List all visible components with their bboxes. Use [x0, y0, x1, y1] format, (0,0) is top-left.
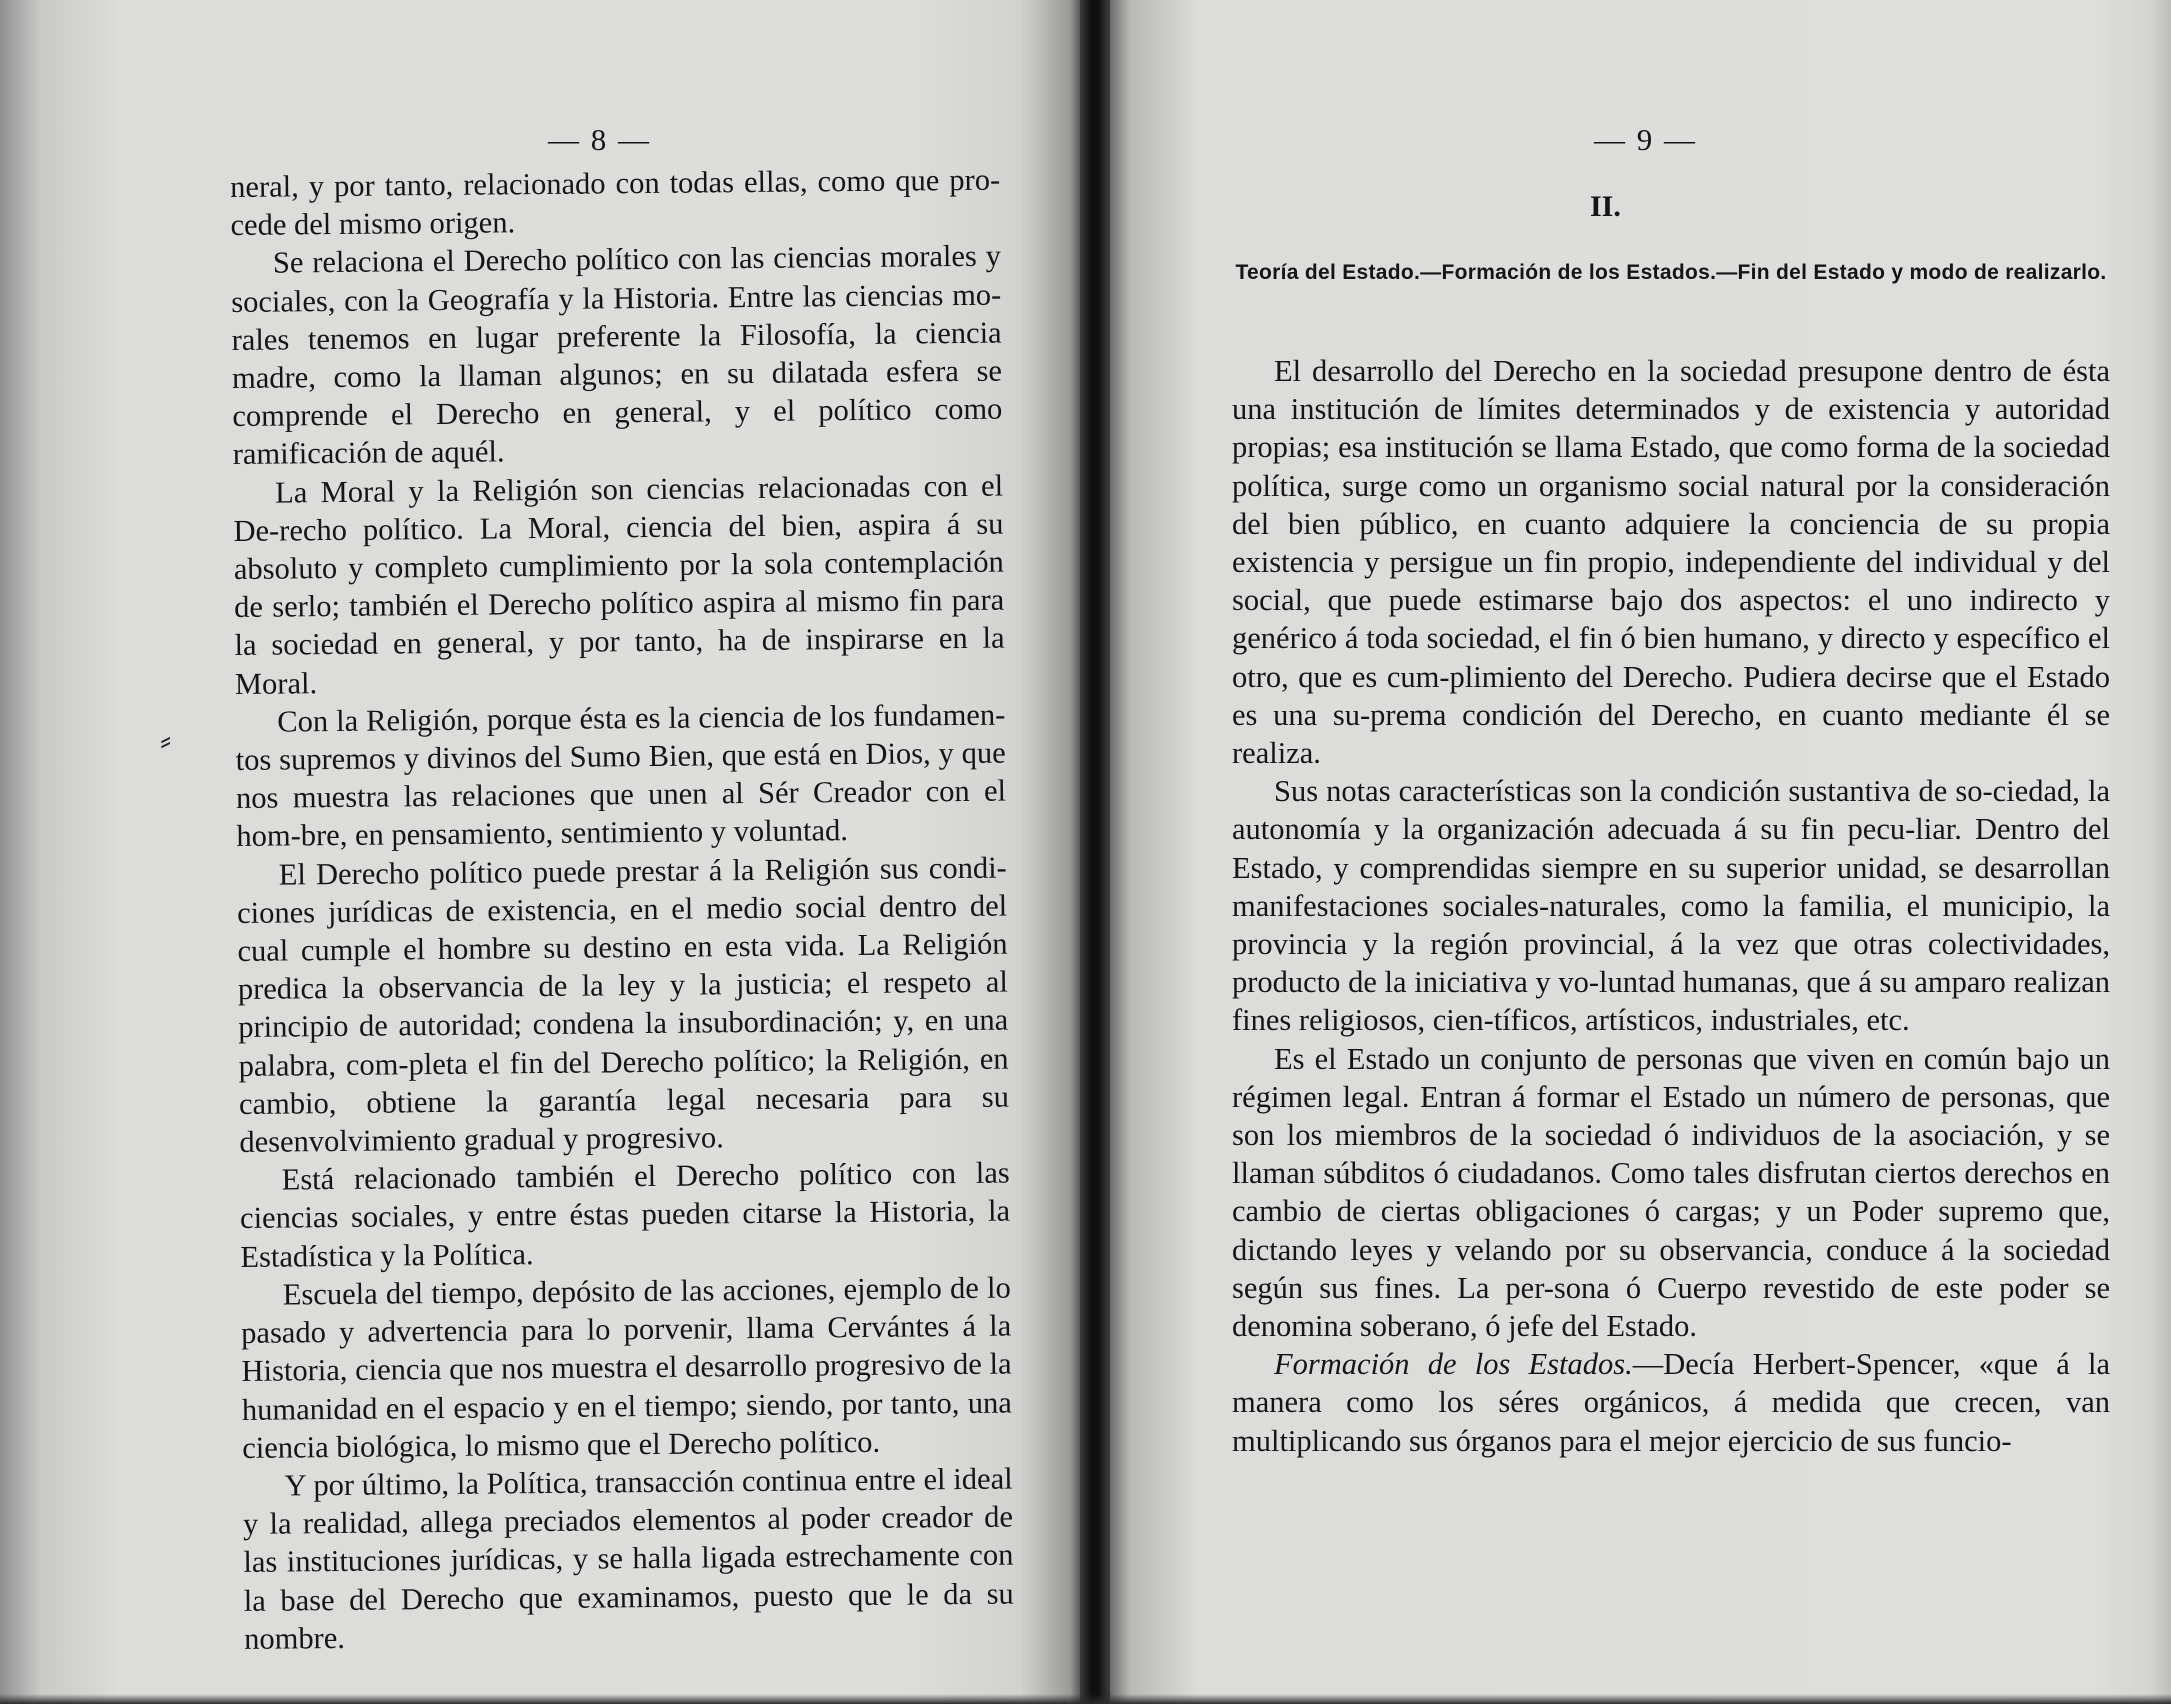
paragraph: La Moral y la Religión son ciencias relacionadas con el De-recho político. La Moral, ciencia del bien, aspira á su absoluto y completo cumplimiento por la sola contemplación de serlo; también el Derecho político aspira al mismo fin para la sociedad en general, y por tanto, ha de inspirarse en la Moral. — [233, 468, 1005, 701]
book-gutter — [1080, 0, 1110, 1704]
right-page — [1110, 0, 2171, 1704]
paragraph: neral, y por tanto, relacionado con todas ellas, como que pro-cede del mismo origen. — [230, 162, 1001, 243]
scan-bottom-edge — [0, 1694, 2171, 1704]
section-number: II. — [1590, 190, 1621, 223]
section-heading: Teoría del Estado.—Formación de los Estados.—Fin del Estado y modo de realizarlo. — [1235, 261, 2107, 284]
right-page-text — [1232, 352, 2110, 1460]
right-page-number: — 9 — — [1594, 122, 1697, 157]
paragraph: Escuela del tiempo, depósito de las acciones, ejemplo de lo pasado y advertencia para lo porvenir, llama Cervántes á la Historia, ciencia que nos muestra el desarrollo progresivo de la humanidad en el espacio y en el tiempo; siendo, por tanto, una ciencia biológica, lo mismo que el Derecho político. — [241, 1270, 1013, 1465]
paragraph: Es el Estado un conjunto de personas que viven en común bajo un régimen legal. Entran á formar el Estado un número de personas, que son los miembros de la sociedad ó individuos de la asociación, y se llaman súbditos ó ciudadanos. Como tales disfrutan ciertos derechos en cambio de ciertas obligaciones ó cargas; y un Poder supremo que, dictando leyes y velando por su observancia, conduce á la sociedad según sus fines. La per-sona ó Cuerpo revestido de este poder se denomina soberano, ó jefe del Estado. — [1232, 1041, 2110, 1344]
paragraph: Está relacionado también el Derecho político con las ciencias sociales, y entre éstas pueden citarse la Historia, la Estadística y la Política. — [239, 1155, 1011, 1274]
margin-mark: ⸗ — [160, 722, 172, 759]
paragraph: Y por último, la Política, transacción continua entre el ideal y la realidad, allega preciados elementos al poder creador de las instituciones jurídicas, y se halla ligada estrechamente con la base del Derecho que examinamos, puesto que le da su nombre. — [242, 1461, 1014, 1656]
paragraph — [1232, 1345, 2110, 1460]
paragraph: El desarrollo del Derecho en la sociedad presupone dentro de ésta una institución de límites determinados y de existencia y autoridad propias; esa institución se llama Estado, que como forma de la sociedad política, surge como un organismo social natural por la consideración del bien público, en cuanto adquiere la conciencia de su propia existencia y persigue un fin propio, independiente del individual y del social, que puede estimarse bajo dos aspectos: el uno indirecto y genérico á toda sociedad, el fin ó bien humano, y directo y específico el otro, que es cum-plimiento del Derecho. Pudiera decirse que el Estado es una su-prema condición del Derecho, en cuanto mediante él se realiza. — [1232, 354, 2110, 771]
paragraph: Sus notas características son la condición sustantiva de so-ciedad, la autonomía y la organización adecuada á su fin pecu-liar. Dentro del Estado, y comprendidas siempre en su superior unidad, se desarrollan manifestaciones sociales-naturales, como la familia, el municipio, la provincia y la región provincial, á la vez que otras colectividades, producto de la iniciativa y vo-luntad humanas, que á su amparo realizan fines religiosos, cien-tíficos, artísticos, industriales, etc. — [1232, 774, 2110, 1038]
paragraph-text: —Decía Herbert-Spencer, «que á la manera como los séres orgánicos, á medida que crecen, van multiplicando sus órganos para el mejor ejercicio de sus funcio- — [1232, 1347, 2110, 1458]
paragraph: El Derecho político puede prestar á la Religión sus condi-ciones jurídicas de existencia, en el medio social dentro del cual cumple el hombre su destino en esta vida. La Religión predica la observancia de la ley y la justicia; el respeto al principio de autoridad; condena la insubordinación; y, en una palabra, com-pleta el fin del Derecho político; la Religión, en cambio, obtiene la garantía legal necesaria para su desenvolvimiento gradual y progresivo. — [236, 850, 1010, 1160]
subsection-title: Formación de los Estados. — [1274, 1347, 1633, 1382]
left-page — [0, 0, 1080, 1704]
paragraph: Con la Religión, porque ésta es la ciencia de los fundamen-tos supremos y divinos del Sumo Bien, que está en Dios, y que nos muestra las relaciones que unen al Sér Creador con el hom-bre, en pensamiento, sentimiento y voluntad. — [235, 697, 1007, 854]
left-page-text — [230, 161, 1014, 1658]
paragraph: Se relaciona el Derecho político con las ciencias morales y sociales, con la Geografía y la Historia. Entre las ciencias mo-rales tenemos en lugar preferente la Filosofía, la ciencia madre, como la llaman algunos; en su dilatada esfera se comprende el Derecho en general, y el político como ramificación de aquél. — [231, 239, 1003, 472]
left-page-number: — 8 — — [548, 122, 651, 157]
